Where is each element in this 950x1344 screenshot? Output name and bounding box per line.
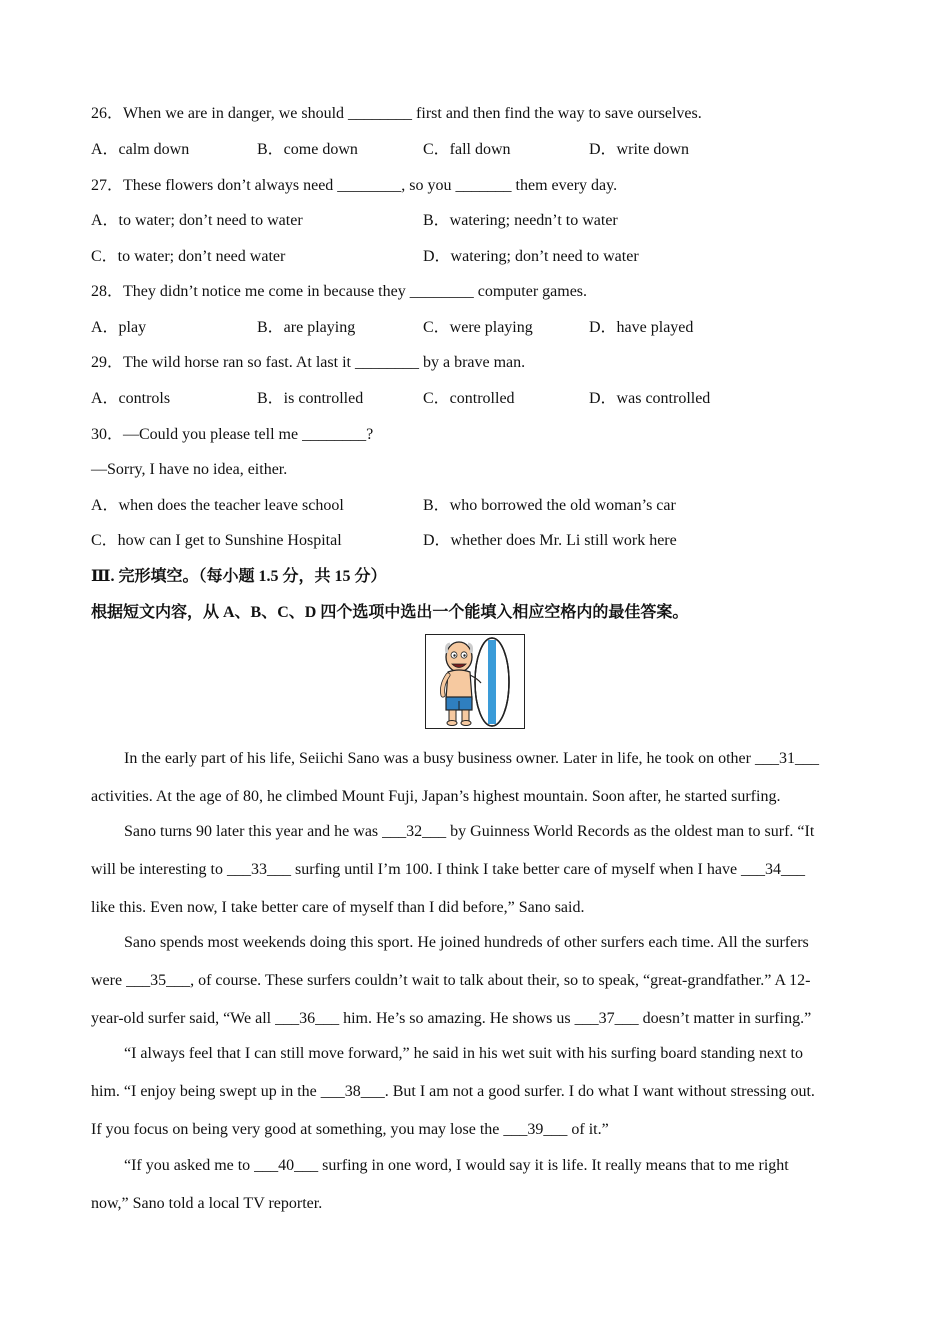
question-30-option-a: A．when does the teacher leave school <box>91 497 344 514</box>
question-29-option-d: D．was controlled <box>589 390 711 407</box>
passage-line-3: Sano turns 90 later this year and he was ___32___ by Guinness World Records as the oldest man to surf. “It <box>124 823 815 840</box>
passage-line-4: will be interesting to ___33___ surfing until I’m 100. I think I take better care of myself when I have ___34___ <box>91 861 806 878</box>
question-26-stem: 26．When we are in danger, we should ________ first and then find the way to save ourselves. <box>91 105 702 122</box>
question-26-option-b: B．come down <box>257 141 358 158</box>
passage-line-9: “I always feel that I can still move forward,” he said in his wet suit with his surfing board standing next to <box>124 1045 803 1062</box>
passage-line-1: In the early part of his life, Seiichi Sano was a busy business owner. Later in life, he took on other ___31___ <box>124 750 819 767</box>
question-29-option-c: C．controlled <box>423 390 515 407</box>
question-28-stem: 28．They didn’t notice me come in because they ________ computer games. <box>91 283 588 300</box>
passage-line-10: him. “I enjoy being swept up in the ___38___. But I am not a good surfer. I do what I want without stressing out. <box>91 1083 815 1100</box>
question-28-option-b: B．are playing <box>257 319 356 336</box>
question-28-option-c: C．were playing <box>423 319 533 336</box>
question-29-stem: 29．The wild horse ran so fast. At last it ________ by a brave man. <box>91 354 526 371</box>
question-26-option-d: D．write down <box>589 141 689 158</box>
section-heading: Ⅲ. 完形填空。（每小题 1.5 分，共 15 分） <box>91 568 387 585</box>
question-29-option-a: A．controls <box>91 390 171 407</box>
question-28-option-a: A．play <box>91 319 147 336</box>
question-30-option-c: C．how can I get to Sunshine Hospital <box>91 532 342 549</box>
surfer-illustration <box>425 634 525 729</box>
question-30-option-b: B．who borrowed the old woman’s car <box>423 497 676 514</box>
passage-line-11: If you focus on being very good at something, you may lose the ___39___ of it.” <box>91 1121 609 1138</box>
passage-line-13: now,” Sano told a local TV reporter. <box>91 1195 323 1212</box>
question-27-option-c: C．to water; don’t need water <box>91 248 286 265</box>
question-26-option-c: C．fall down <box>423 141 511 158</box>
passage-line-8: year-old surfer said, “We all ___36___ him. He’s so amazing. He shows us ___37___ doesn’t matter in surfing.” <box>91 1010 812 1027</box>
question-27-option-d: D．watering; don’t need to water <box>423 248 639 265</box>
question-27-option-a: A．to water; don’t need to water <box>91 212 303 229</box>
passage-line-7: were ___35___, of course. These surfers couldn’t wait to talk about their, so to speak, “great-grandfather.” A 12- <box>91 972 811 989</box>
passage-line-12: “If you asked me to ___40___ surfing in one word, I would say it is life. It really means that to me right <box>124 1157 789 1174</box>
question-30-response: —Sorry, I have no idea, either. <box>91 461 288 478</box>
question-26-option-a: A．calm down <box>91 141 190 158</box>
question-29-option-b: B．is controlled <box>257 390 364 407</box>
passage-line-2: activities. At the age of 80, he climbed Mount Fuji, Japan’s highest mountain. Soon after, he started surfing. <box>91 788 781 805</box>
question-30-stem: 30．—Could you please tell me ________? <box>91 426 374 443</box>
section-instruction: 根据短文内容，从 A、B、C、D 四个选项中选出一个能填入相应空格内的最佳答案。 <box>91 604 689 621</box>
passage-line-6: Sano spends most weekends doing this sport. He joined hundreds of other surfers each time. All the surfers <box>124 934 809 951</box>
question-27-stem: 27．These flowers don’t always need ________, so you _______ them every day. <box>91 177 618 194</box>
old-man-surfboard-icon <box>426 635 524 728</box>
question-27-option-b: B．watering; needn’t to water <box>423 212 618 229</box>
question-28-option-d: D．have played <box>589 319 694 336</box>
passage-line-5: like this. Even now, I take better care of myself than I did before,” Sano said. <box>91 899 585 916</box>
question-30-option-d: D．whether does Mr. Li still work here <box>423 532 677 549</box>
